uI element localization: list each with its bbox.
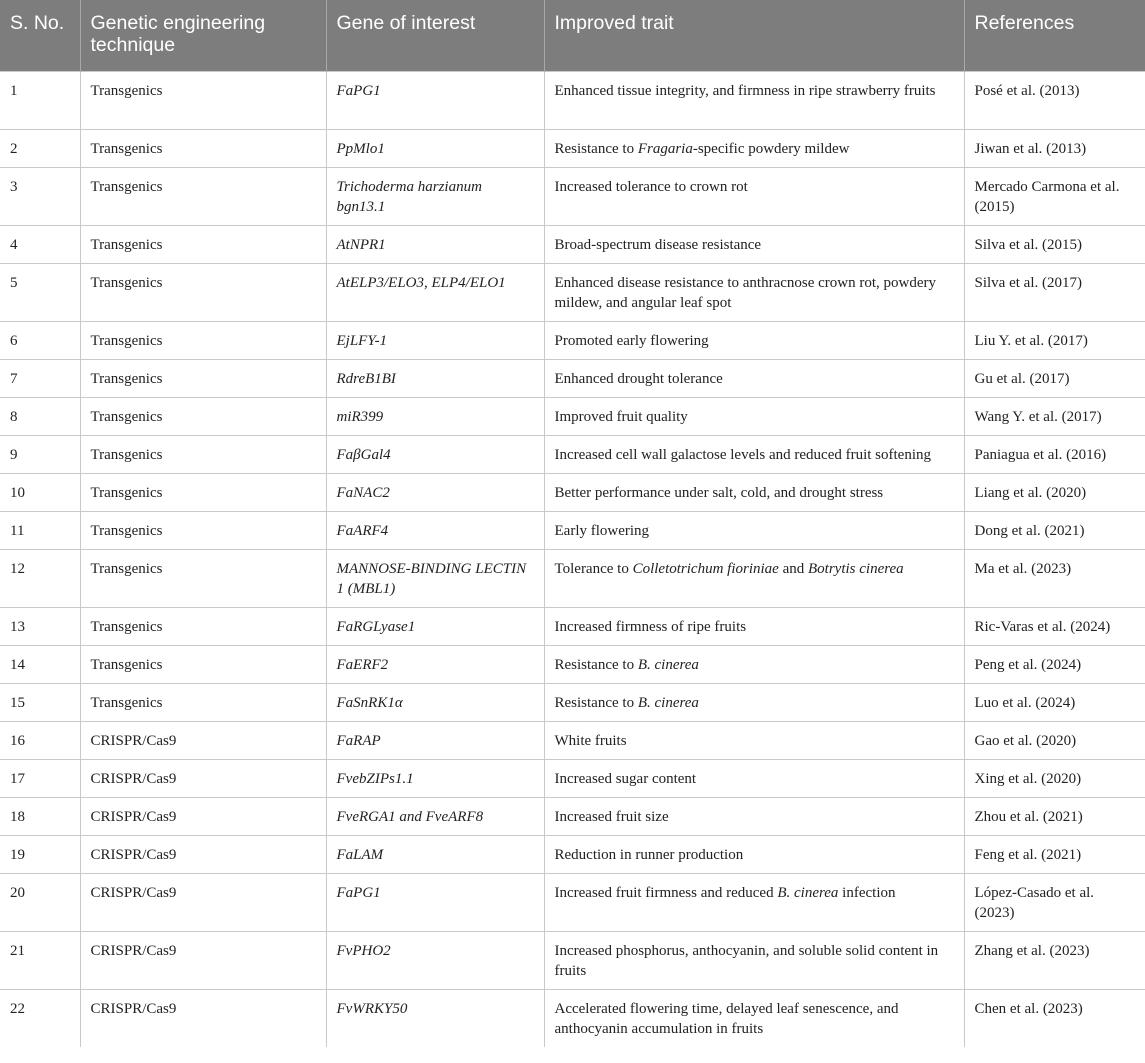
cell-technique: CRISPR/Cas9: [80, 759, 326, 797]
cell-technique: Transgenics: [80, 607, 326, 645]
cell-gene: FaPG1: [326, 873, 544, 931]
cell-reference: Mercado Carmona et al. (2015): [964, 167, 1145, 225]
table-row: [0, 645, 1145, 683]
cell-gene: RdreB1BI: [326, 359, 544, 397]
cell-reference: Zhou et al. (2021): [964, 797, 1145, 835]
cell-trait: [544, 683, 964, 721]
table-body: [0, 71, 1145, 1047]
cell-technique: Transgenics: [80, 321, 326, 359]
cell-gene: FaβGal4: [326, 435, 544, 473]
cell-reference: Liang et al. (2020): [964, 473, 1145, 511]
trait-text: Resistance to: [554, 694, 638, 711]
cell-trait: Enhanced drought tolerance: [544, 359, 964, 397]
trait-text: Tolerance to: [554, 560, 633, 577]
cell-reference: Gao et al. (2020): [964, 721, 1145, 759]
trait-species: Colletotrichum fioriniae: [632, 560, 779, 577]
cell-reference: Paniagua et al. (2016): [964, 435, 1145, 473]
table-row: [0, 797, 1145, 835]
cell-trait: Increased sugar content: [544, 759, 964, 797]
cell-technique: Transgenics: [80, 511, 326, 549]
cell-gene: PpMlo1: [326, 129, 544, 167]
cell-reference: Gu et al. (2017): [964, 359, 1145, 397]
table-row: [0, 989, 1145, 1047]
trait-text: Resistance to: [554, 140, 638, 157]
cell-trait: [544, 129, 964, 167]
cell-gene: AtELP3/ELO3, ELP4/ELO1: [326, 263, 544, 321]
cell-trait: Accelerated flowering time, delayed leaf senescence, and anthocyanin accumulation in fruits: [544, 989, 964, 1047]
cell-sno: 19: [0, 835, 80, 873]
cell-gene: MANNOSE-BINDING LECTIN 1 (MBL1): [326, 549, 544, 607]
cell-gene: FaARF4: [326, 511, 544, 549]
cell-technique: Transgenics: [80, 263, 326, 321]
cell-trait: White fruits: [544, 721, 964, 759]
header-references: References: [964, 0, 1145, 71]
cell-trait: Improved fruit quality: [544, 397, 964, 435]
cell-reference: Ric-Varas et al. (2024): [964, 607, 1145, 645]
cell-trait: Broad-spectrum disease resistance: [544, 225, 964, 263]
cell-sno: 2: [0, 129, 80, 167]
cell-technique: Transgenics: [80, 549, 326, 607]
trait-species: B. cinerea: [637, 656, 699, 673]
cell-gene: FveRGA1 and FveARF8: [326, 797, 544, 835]
cell-sno: 9: [0, 435, 80, 473]
cell-technique: Transgenics: [80, 645, 326, 683]
cell-trait: Increased fruit size: [544, 797, 964, 835]
cell-gene: FaRGLyase1: [326, 607, 544, 645]
table-row: [0, 71, 1145, 129]
cell-technique: Transgenics: [80, 473, 326, 511]
cell-reference: Posé et al. (2013): [964, 71, 1145, 129]
cell-sno: 5: [0, 263, 80, 321]
cell-trait: Increased firmness of ripe fruits: [544, 607, 964, 645]
cell-gene: FvPHO2: [326, 931, 544, 989]
table-row: [0, 167, 1145, 225]
cell-gene: FaSnRK1α: [326, 683, 544, 721]
cell-technique: Transgenics: [80, 435, 326, 473]
cell-gene: FaPG1: [326, 71, 544, 129]
table-row: [0, 683, 1145, 721]
cell-technique: CRISPR/Cas9: [80, 873, 326, 931]
table-row: [0, 473, 1145, 511]
cell-reference: Liu Y. et al. (2017): [964, 321, 1145, 359]
cell-gene: miR399: [326, 397, 544, 435]
cell-gene: FvWRKY50: [326, 989, 544, 1047]
cell-trait: Enhanced tissue integrity, and firmness in ripe strawberry fruits: [544, 71, 964, 129]
cell-gene: FaERF2: [326, 645, 544, 683]
header-gene: Gene of interest: [326, 0, 544, 71]
table-row: [0, 759, 1145, 797]
cell-reference: Peng et al. (2024): [964, 645, 1145, 683]
cell-sno: 8: [0, 397, 80, 435]
table-row: [0, 721, 1145, 759]
cell-reference: Silva et al. (2015): [964, 225, 1145, 263]
trait-text: Resistance to: [554, 656, 638, 673]
table-row: [0, 129, 1145, 167]
table-row: [0, 607, 1145, 645]
table-row: [0, 511, 1145, 549]
cell-technique: CRISPR/Cas9: [80, 931, 326, 989]
cell-sno: 22: [0, 989, 80, 1047]
cell-trait: Increased cell wall galactose levels and reduced fruit softening: [544, 435, 964, 473]
cell-technique: CRISPR/Cas9: [80, 835, 326, 873]
cell-gene: FaNAC2: [326, 473, 544, 511]
cell-reference: Jiwan et al. (2013): [964, 129, 1145, 167]
cell-sno: 7: [0, 359, 80, 397]
cell-reference: Feng et al. (2021): [964, 835, 1145, 873]
table-row: [0, 549, 1145, 607]
cell-sno: 6: [0, 321, 80, 359]
table-row: [0, 397, 1145, 435]
cell-technique: Transgenics: [80, 359, 326, 397]
trait-species: B. cinerea: [637, 694, 699, 711]
table-header: [0, 0, 1145, 71]
cell-sno: 3: [0, 167, 80, 225]
trait-text: infection: [838, 884, 896, 901]
cell-sno: 14: [0, 645, 80, 683]
cell-reference: Zhang et al. (2023): [964, 931, 1145, 989]
cell-trait: [544, 645, 964, 683]
cell-technique: CRISPR/Cas9: [80, 989, 326, 1047]
cell-reference: Wang Y. et al. (2017): [964, 397, 1145, 435]
cell-sno: 16: [0, 721, 80, 759]
cell-technique: Transgenics: [80, 129, 326, 167]
cell-reference: López-Casado et al. (2023): [964, 873, 1145, 931]
cell-trait: [544, 873, 964, 931]
cell-technique: Transgenics: [80, 397, 326, 435]
cell-sno: 18: [0, 797, 80, 835]
header-row: [0, 0, 1145, 71]
cell-gene: EjLFY-1: [326, 321, 544, 359]
table-row: [0, 225, 1145, 263]
cell-trait: Promoted early flowering: [544, 321, 964, 359]
cell-gene: AtNPR1: [326, 225, 544, 263]
cell-trait: Increased tolerance to crown rot: [544, 167, 964, 225]
cell-gene: Trichoderma harzianum bgn13.1: [326, 167, 544, 225]
cell-technique: CRISPR/Cas9: [80, 721, 326, 759]
cell-gene: FvebZIPs1.1: [326, 759, 544, 797]
cell-sno: 21: [0, 931, 80, 989]
trait-text: -specific powdery mildew: [692, 140, 850, 157]
cell-reference: Chen et al. (2023): [964, 989, 1145, 1047]
cell-reference: Luo et al. (2024): [964, 683, 1145, 721]
trait-species: Botrytis cinerea: [808, 560, 904, 577]
table-row: [0, 835, 1145, 873]
cell-sno: 4: [0, 225, 80, 263]
cell-trait: Reduction in runner production: [544, 835, 964, 873]
cell-sno: 12: [0, 549, 80, 607]
cell-technique: Transgenics: [80, 683, 326, 721]
cell-gene: FaLAM: [326, 835, 544, 873]
cell-reference: Silva et al. (2017): [964, 263, 1145, 321]
table-row: [0, 359, 1145, 397]
cell-trait: Increased phosphorus, anthocyanin, and soluble solid content in fruits: [544, 931, 964, 989]
cell-reference: Xing et al. (2020): [964, 759, 1145, 797]
cell-trait: Better performance under salt, cold, and drought stress: [544, 473, 964, 511]
cell-sno: 11: [0, 511, 80, 549]
cell-trait: [544, 549, 964, 607]
table-row: [0, 263, 1145, 321]
cell-sno: 20: [0, 873, 80, 931]
table-row: [0, 873, 1145, 931]
cell-technique: Transgenics: [80, 167, 326, 225]
cell-sno: 13: [0, 607, 80, 645]
cell-gene: FaRAP: [326, 721, 544, 759]
cell-sno: 1: [0, 71, 80, 129]
cell-sno: 15: [0, 683, 80, 721]
cell-technique: Transgenics: [80, 71, 326, 129]
header-technique: Genetic engineering technique: [80, 0, 326, 71]
cell-technique: Transgenics: [80, 225, 326, 263]
cell-reference: Dong et al. (2021): [964, 511, 1145, 549]
cell-trait: Early flowering: [544, 511, 964, 549]
cell-technique: CRISPR/Cas9: [80, 797, 326, 835]
trait-text: Increased fruit firmness and reduced: [554, 884, 778, 901]
table-row: [0, 435, 1145, 473]
header-trait: Improved trait: [544, 0, 964, 71]
cell-sno: 10: [0, 473, 80, 511]
table-row: [0, 931, 1145, 989]
trait-species: B. cinerea: [777, 884, 839, 901]
trait-text: and: [778, 560, 808, 577]
header-sno: S. No.: [10, 12, 65, 34]
cell-sno: 17: [0, 759, 80, 797]
cell-trait: Enhanced disease resistance to anthracnose crown rot, powdery mildew, and angular leaf spot: [544, 263, 964, 321]
cell-reference: Ma et al. (2023): [964, 549, 1145, 607]
trait-species: Fragaria: [637, 140, 693, 157]
table-row: [0, 321, 1145, 359]
